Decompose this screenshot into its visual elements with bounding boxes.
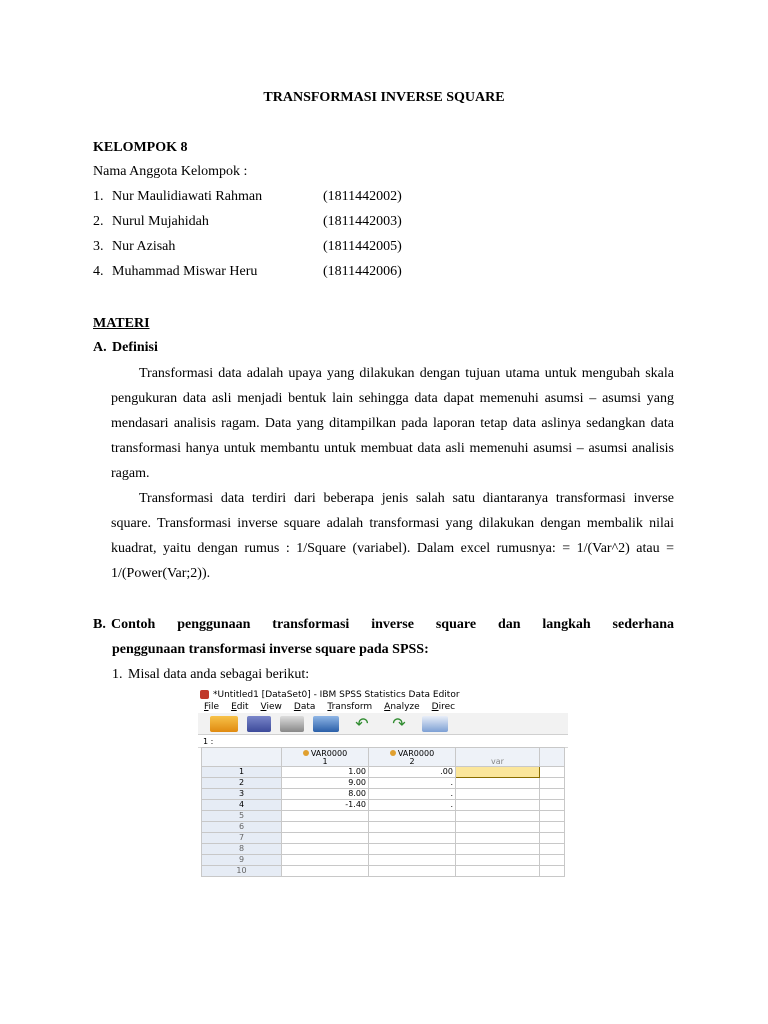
data-cell[interactable] <box>456 855 540 866</box>
column-header-line1: var <box>491 757 504 766</box>
spss-toolbar <box>198 713 568 735</box>
data-cell[interactable] <box>456 778 540 789</box>
data-cell[interactable]: 1.00 <box>282 767 369 778</box>
row-number[interactable]: 2 <box>202 778 282 789</box>
heading-word: penggunaan <box>177 617 251 632</box>
data-cell[interactable] <box>456 833 540 844</box>
data-cell[interactable] <box>540 789 565 800</box>
table-row <box>202 822 565 833</box>
row-number[interactable]: 8 <box>202 844 282 855</box>
data-cell[interactable] <box>456 789 540 800</box>
data-cell[interactable] <box>369 855 456 866</box>
spss-app-icon <box>200 690 209 699</box>
menu-data[interactable]: Data <box>293 702 316 712</box>
member-number: 2. <box>93 214 104 229</box>
heading-word: Contoh <box>111 617 156 632</box>
materi-heading: MATERI <box>93 316 150 331</box>
column-header[interactable] <box>369 748 456 767</box>
data-cell[interactable] <box>369 811 456 822</box>
row-number[interactable]: 6 <box>202 822 282 833</box>
member-number: 3. <box>93 239 104 254</box>
member-name: Nur Azisah <box>112 239 176 254</box>
heading-word: sederhana <box>612 617 674 632</box>
menu-file[interactable]: File <box>204 702 220 712</box>
spss-title-bar <box>198 688 568 701</box>
table-row <box>202 844 565 855</box>
spss-data-editor-screenshot <box>198 688 568 882</box>
heading-word: dan <box>497 617 521 632</box>
data-cell[interactable]: .00 <box>369 767 456 778</box>
column-header-line2: 2 <box>409 757 415 766</box>
member-name: Nur Maulidiawati Rahman <box>112 189 263 204</box>
member-number: 1. <box>93 189 104 204</box>
redo-icon[interactable]: ↷ <box>392 713 406 733</box>
row-number[interactable]: 1 <box>202 767 282 778</box>
data-cell[interactable] <box>456 844 540 855</box>
scale-variable-icon <box>390 750 396 756</box>
heading-word: transformasi <box>272 617 350 632</box>
table-row <box>202 767 565 778</box>
data-table <box>201 747 565 877</box>
column-header[interactable] <box>282 748 369 767</box>
row-number[interactable]: 4 <box>202 800 282 811</box>
column-header-line1: VAR0000 <box>310 749 348 758</box>
data-cell[interactable] <box>456 811 540 822</box>
data-grid <box>201 747 568 882</box>
section-b-heading-line-2: penggunaan transformasi inverse square pada SPSS: <box>112 642 429 657</box>
scale-variable-icon <box>303 750 309 756</box>
header-row <box>202 748 565 767</box>
member-name: Muhammad Miswar Heru <box>112 264 258 279</box>
member-id: (1811442002) <box>323 189 402 204</box>
data-cell[interactable] <box>456 800 540 811</box>
section-a-heading: Definisi <box>112 340 158 355</box>
column-header <box>540 748 565 767</box>
step-1-number: 1. <box>112 667 123 682</box>
data-cell[interactable] <box>540 844 565 855</box>
data-cell[interactable]: 9.00 <box>282 778 369 789</box>
data-cell[interactable] <box>369 833 456 844</box>
go-to-case-icon[interactable] <box>422 716 448 732</box>
undo-icon[interactable]: ↶ <box>355 713 369 733</box>
cell-reference: 1 : <box>203 737 214 746</box>
row-number[interactable]: 10 <box>202 866 282 877</box>
table-row <box>202 811 565 822</box>
column-header-line2: 1 <box>322 757 328 766</box>
table-row <box>202 800 565 811</box>
data-cell[interactable] <box>282 855 369 866</box>
table-row <box>202 855 565 866</box>
heading-word: inverse <box>371 617 414 632</box>
selected-cell[interactable] <box>456 767 540 778</box>
data-cell[interactable] <box>540 855 565 866</box>
table-row <box>202 866 565 877</box>
document-title: TRANSFORMASI INVERSE SQUARE <box>263 90 505 105</box>
data-cell[interactable] <box>540 767 565 778</box>
data-cell[interactable] <box>369 866 456 877</box>
paragraph-text: Transformasi data terdiri dari beberapa jenis salah satu diantaranya transformasi inverse square. Transformasi inverse square adalah transformasi yang dilakukan dengan membalik nilai kuadrat, yaitu dengan rumus : 1/Square (variabel). Dalam excel rumusnya: = 1/(Var^2) atau = 1/(Power(Var;2)). <box>111 491 674 581</box>
row-number[interactable]: 5 <box>202 811 282 822</box>
section-a-paragraph-2 <box>111 486 674 586</box>
heading-word: langkah <box>542 617 591 632</box>
section-b-heading-line-1 <box>111 617 674 633</box>
data-cell[interactable] <box>282 833 369 844</box>
table-row <box>202 833 565 844</box>
section-a-paragraph-1 <box>111 361 674 486</box>
data-cell[interactable]: . <box>369 778 456 789</box>
data-cell[interactable] <box>282 822 369 833</box>
data-cell[interactable] <box>540 800 565 811</box>
data-cell[interactable] <box>540 822 565 833</box>
paragraph-text: Transformasi data adalah upaya yang dilakukan dengan tujuan utama untuk mengubah skala pengukuran data asli menjadi bentuk lain sehingga data dapat memenuhi asumsi – asumsi yang mendasari analisis ragam. Data yang ditampilkan pada laporan tetap data aslinya sedangkan data transformasi hanya untuk membantu untuk membuat data asli memenuhi asumsi – asumsi analisis ragam. <box>111 366 674 481</box>
data-cell[interactable]: 8.00 <box>282 789 369 800</box>
menu-direct-marketing[interactable]: Direc <box>431 702 456 712</box>
column-header[interactable] <box>456 748 540 767</box>
menu-edit[interactable]: Edit <box>231 702 249 712</box>
data-cell[interactable] <box>282 811 369 822</box>
member-id: (1811442006) <box>323 264 402 279</box>
table-row <box>202 789 565 800</box>
spss-menu-bar <box>198 701 568 713</box>
print-icon[interactable] <box>280 716 304 732</box>
data-cell[interactable] <box>456 866 540 877</box>
data-cell[interactable] <box>540 778 565 789</box>
menu-analyze[interactable]: Analyze <box>384 702 420 712</box>
data-cell[interactable]: . <box>369 789 456 800</box>
data-cell[interactable] <box>282 866 369 877</box>
data-cell[interactable] <box>540 811 565 822</box>
data-cell[interactable]: . <box>369 800 456 811</box>
row-number[interactable]: 3 <box>202 789 282 800</box>
section-b-marker: B. <box>93 617 106 632</box>
data-cell[interactable] <box>369 844 456 855</box>
row-number[interactable]: 7 <box>202 833 282 844</box>
open-folder-icon[interactable] <box>210 716 238 732</box>
member-id: (1811442003) <box>323 214 402 229</box>
members-label: Nama Anggota Kelompok : <box>93 164 248 179</box>
dialog-recall-icon[interactable] <box>313 716 339 732</box>
corner-cell <box>202 748 282 767</box>
table-row <box>202 778 565 789</box>
menu-transform[interactable]: Transform <box>327 702 373 712</box>
member-name: Nurul Mujahidah <box>112 214 209 229</box>
member-id: (1811442005) <box>323 239 402 254</box>
column-header-line1: VAR0000 <box>397 749 435 758</box>
group-heading: KELOMPOK 8 <box>93 140 188 155</box>
section-a-marker: A. <box>93 340 107 355</box>
member-number: 4. <box>93 264 104 279</box>
data-cell[interactable] <box>369 822 456 833</box>
data-cell[interactable] <box>456 822 540 833</box>
step-1-text: Misal data anda sebagai berikut: <box>128 667 310 682</box>
data-cell[interactable] <box>540 866 565 877</box>
heading-word: square <box>435 617 477 632</box>
menu-view[interactable]: View <box>260 702 282 712</box>
row-number[interactable]: 9 <box>202 855 282 866</box>
save-icon[interactable] <box>247 716 271 732</box>
spss-window-title: *Untitled1 [DataSet0] - IBM SPSS Statistics Data Editor <box>213 689 460 700</box>
data-cell[interactable] <box>282 844 369 855</box>
data-cell[interactable] <box>540 833 565 844</box>
data-cell[interactable]: -1.40 <box>282 800 369 811</box>
